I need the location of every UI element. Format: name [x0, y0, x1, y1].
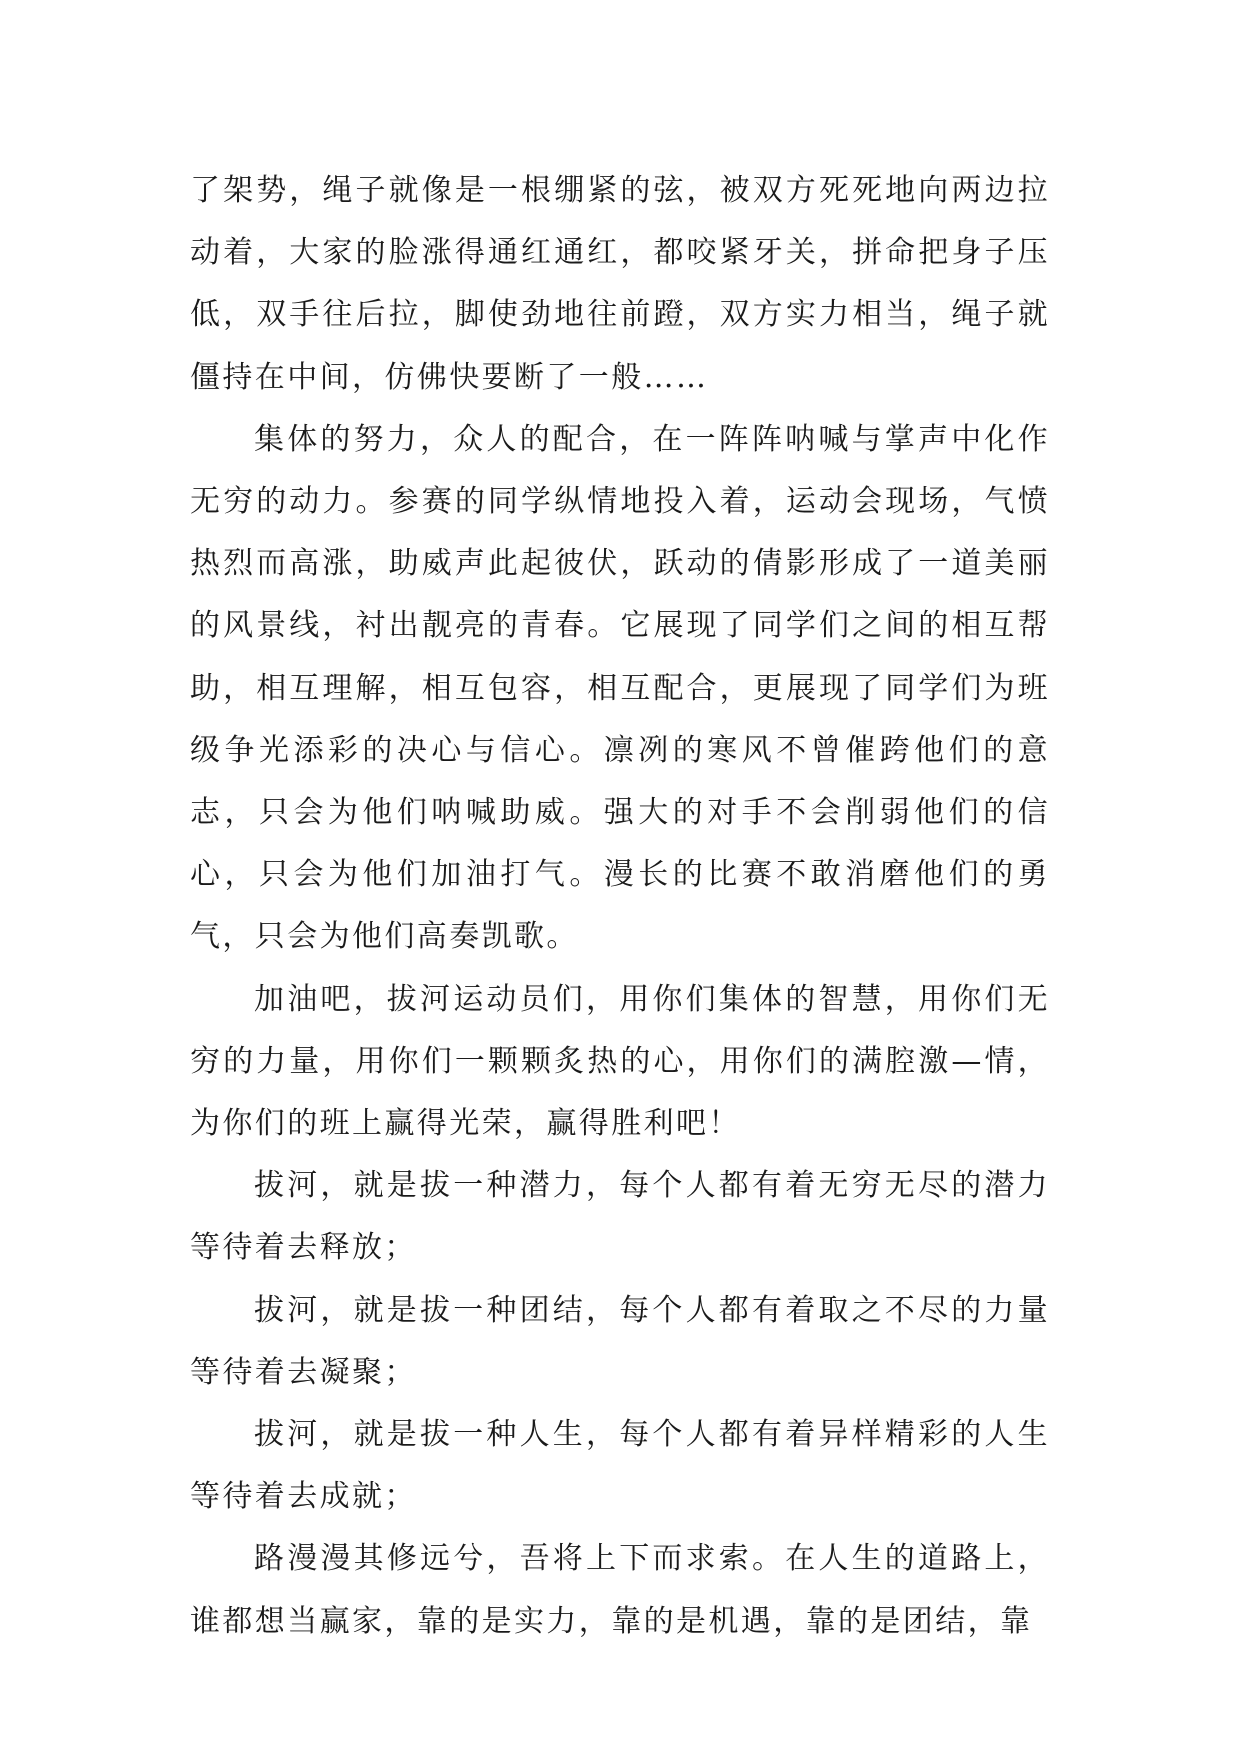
- paragraph-4: 拔河，就是拔一种潜力，每个人都有着无穷无尽的潜力等待着去释放；: [190, 1168, 1050, 1266]
- paragraph-5: 拔河，就是拔一种团结，每个人都有着取之不尽的力量等待着去凝聚；: [190, 1292, 1050, 1390]
- paragraph-1: 了架势，绳子就像是一根绷紧的弦，被双方死死地向两边拉动着，大家的脸涨得通红通红，都咬紧牙关，拼命把身子压低，双手往后拉，脚使劲地往前蹬，双方实力相当，绳子就僵持在中间，仿佛快要断了一般……: [190, 173, 1050, 395]
- paragraph-2: 集体的努力，众人的配合，在一阵阵呐喊与掌声中化作无穷的动力。参赛的同学纵情地投入着，运动会现场，气愤热烈而高涨，助威声此起彼伏，跃动的倩影形成了一道美丽的风景线，衬出靓亮的青春。它展现了同学们之间的相互帮助，相互理解，相互包容，相互配合，更展现了同学们为班级争光添彩的决心与信心。凛冽的寒风不曾催跨他们的意志，只会为他们呐喊助威。强大的对手不会削弱他们的信心，只会为他们加油打气。漫长的比赛不敢消磨他们的勇气，只会为他们高奏凯歌。: [190, 421, 1050, 955]
- paragraph-6: 拔河，就是拔一种人生，每个人都有着异样精彩的人生等待着去成就；: [190, 1417, 1050, 1515]
- paragraph-7: 路漫漫其修远兮，吾将上下而求索。在人生的道路上，谁都想当赢家，靠的是实力，靠的是机遇，靠的是团结，靠: [190, 1541, 1050, 1639]
- document-body: [190, 160, 1050, 1653]
- paragraph-3: 加油吧，拔河运动员们，用你们集体的智慧，用你们无穷的力量，用你们一颗颗炙热的心，用你们的满腔激—情，为你们的班上赢得光荣，赢得胜利吧！: [190, 981, 1050, 1142]
